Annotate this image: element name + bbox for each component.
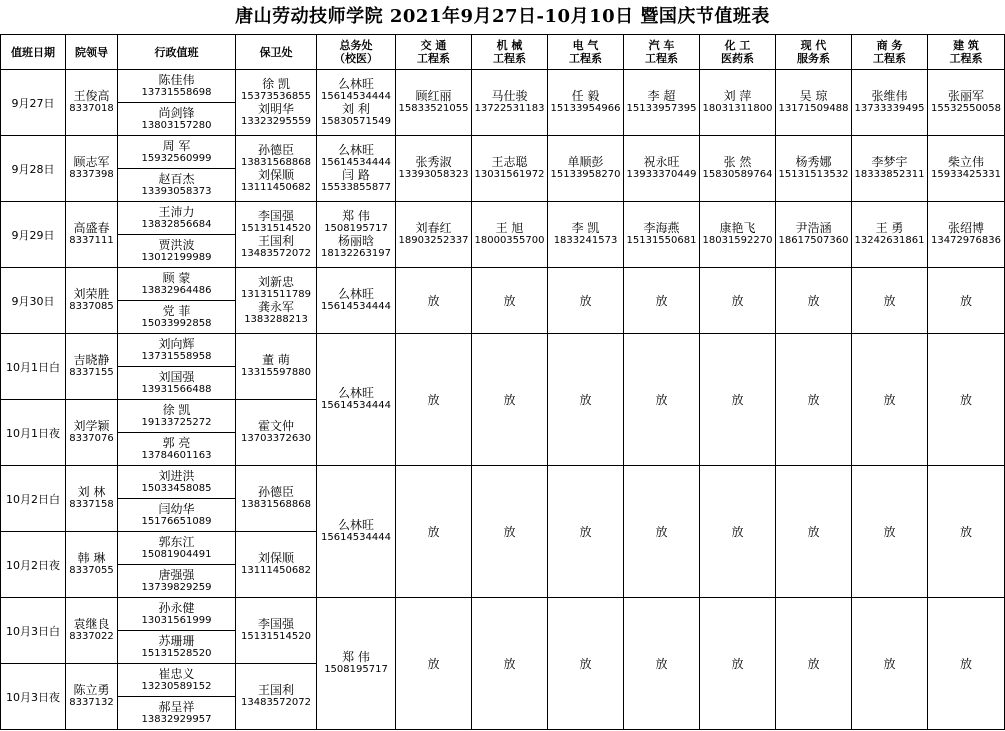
off-cell: 放 [472, 466, 548, 598]
off-cell: 放 [548, 598, 624, 730]
dept-cell [472, 136, 548, 202]
person-name: 马仕骏 [491, 89, 528, 103]
phone-number: 8337018 [69, 103, 114, 114]
security-cell [236, 202, 317, 268]
phone-number: 13931566488 [141, 383, 212, 395]
off-cell: 放 [700, 466, 776, 598]
off-cell: 放 [776, 598, 852, 730]
phone-number: 15033458085 [141, 482, 212, 494]
person-name: 柴立伟 [947, 155, 984, 169]
phone-number: 13111450682 [241, 565, 311, 576]
phone-number: 13483572072 [241, 247, 311, 259]
phone-number: 13731558958 [141, 350, 212, 362]
person-name: 徐 凯 [262, 76, 290, 91]
phone-number: 15081904491 [141, 548, 212, 560]
person-name: 陈立勇 [73, 683, 110, 697]
phone-number: 13230589152 [141, 680, 212, 692]
off-cell: 放 [928, 334, 1005, 466]
person-name: 杨秀娜 [795, 155, 832, 169]
phone-number: 13832856684 [141, 218, 212, 230]
person-name: 单顺彭 [567, 155, 604, 169]
header-admin: 行政值班 [118, 35, 236, 70]
phone-number: 15614534444 [321, 90, 391, 102]
off-cell: 放 [928, 598, 1005, 730]
phone-number: 1383288213 [244, 313, 308, 325]
person-name: 王 旭 [495, 221, 524, 235]
off-cell: 放 [776, 268, 852, 334]
phone-number: 18000355700 [474, 235, 545, 246]
off-cell: 放 [852, 268, 928, 334]
person-name: 刘学颖 [73, 419, 110, 433]
general-cell [317, 268, 396, 334]
off-cell: 放 [396, 466, 472, 598]
duty-row [1, 334, 1005, 367]
phone-number: 8337132 [69, 697, 114, 708]
person-name: 苏珊珊 [158, 633, 195, 648]
date-cell: 9月27日 [1, 70, 66, 136]
security-cell [236, 400, 317, 466]
dept-cell [624, 136, 700, 202]
phone-number: 13031561999 [141, 614, 212, 626]
dept-cell [700, 70, 776, 136]
header-dept: 汽 车 工程系 [624, 35, 700, 70]
header-dept: 交 通 工程系 [396, 35, 472, 70]
phone-number: 13831568868 [241, 499, 311, 510]
date-cell: 10月3日白 [1, 598, 66, 664]
phone-number: 13933370449 [626, 169, 697, 180]
duty-row [1, 202, 1005, 235]
off-cell: 放 [700, 334, 776, 466]
off-cell: 放 [852, 466, 928, 598]
person-name: 王俊高 [73, 89, 110, 103]
date-cell: 10月1日夜 [1, 400, 66, 466]
person-name: 闫幼华 [158, 501, 195, 516]
person-name: 吉晓静 [73, 353, 110, 367]
phone-number: 13012199989 [141, 251, 212, 263]
leader-cell [66, 334, 118, 400]
duty-row [1, 268, 1005, 301]
security-cell [236, 70, 317, 136]
admin-cell [118, 202, 236, 235]
date-cell: 10月3日夜 [1, 664, 66, 730]
off-cell: 放 [396, 268, 472, 334]
off-cell: 放 [852, 334, 928, 466]
phone-number: 13315597880 [241, 367, 311, 378]
dept-cell [928, 202, 1005, 268]
phone-number: 8337022 [69, 631, 114, 642]
general-cell [317, 136, 396, 202]
header-security: 保卫处 [236, 35, 317, 70]
person-name: 周 军 [162, 138, 191, 153]
phone-number: 15373536855 [241, 90, 311, 102]
off-cell: 放 [396, 334, 472, 466]
person-name: 刘明华 [257, 101, 294, 116]
security-cell [236, 664, 317, 730]
off-cell: 放 [472, 598, 548, 730]
header-date: 值班日期 [1, 35, 66, 70]
person-name: 刘保顺 [257, 167, 294, 182]
admin-cell [118, 697, 236, 730]
off-cell: 放 [548, 334, 624, 466]
phone-number: 13831568868 [241, 156, 311, 168]
dept-cell [776, 70, 852, 136]
person-name: 李国强 [257, 617, 294, 631]
phone-number: 8337055 [69, 565, 114, 576]
person-name: 李国强 [257, 208, 294, 223]
phone-number: 15614534444 [321, 301, 391, 312]
header-leader: 院领导 [66, 35, 118, 70]
phone-number: 13393058323 [398, 169, 469, 180]
phone-number: 13323295559 [241, 115, 311, 127]
dept-cell [852, 70, 928, 136]
phone-number: 15933425331 [931, 169, 1001, 180]
person-name: 刘国强 [158, 369, 195, 384]
phone-number: 8337111 [69, 235, 114, 246]
person-name: 崔忠义 [158, 666, 195, 681]
header-dept: 建 筑 工程系 [928, 35, 1005, 70]
phone-number: 15614534444 [321, 400, 391, 411]
person-name: 尚剑锋 [158, 105, 195, 120]
phone-number: 15533855877 [321, 181, 391, 193]
phone-number: 1833241573 [553, 235, 618, 246]
security-cell [236, 466, 317, 532]
person-name: 李梦宇 [871, 155, 908, 169]
date-cell: 9月29日 [1, 202, 66, 268]
off-cell: 放 [852, 598, 928, 730]
person-name: 刘荣胜 [73, 287, 110, 301]
admin-cell [118, 136, 236, 169]
person-name: 张秀淑 [415, 155, 452, 169]
person-name: 李海燕 [643, 221, 680, 235]
phone-number: 13111450682 [241, 181, 311, 193]
phone-number: 15131514520 [241, 631, 311, 642]
phone-number: 13703372630 [241, 433, 311, 444]
phone-number: 18031311800 [702, 103, 773, 114]
admin-cell [118, 598, 236, 631]
dept-cell [548, 202, 624, 268]
off-cell: 放 [472, 334, 548, 466]
phone-number: 15614534444 [321, 156, 391, 168]
duty-table-body [1, 70, 1005, 730]
phone-number: 15131513532 [778, 169, 849, 180]
dept-cell [852, 202, 928, 268]
phone-number: 18132263197 [321, 247, 391, 259]
phone-number: 13731558698 [141, 86, 212, 98]
person-name: 刘 利 [342, 101, 370, 116]
leader-cell [66, 598, 118, 664]
leader-cell [66, 70, 118, 136]
person-name: 孙德臣 [257, 485, 294, 499]
person-name: 郝呈祥 [158, 699, 195, 714]
person-name: 刘保顺 [257, 551, 294, 565]
page-title: 唐山劳动技师学院 2021年9月27日-10月10日 暨国庆节值班表 [235, 6, 770, 27]
admin-cell [118, 301, 236, 334]
leader-cell [66, 136, 118, 202]
person-name: 袁继良 [73, 617, 110, 631]
person-name: 陈佳伟 [158, 72, 195, 87]
phone-number: 15131528520 [141, 647, 212, 659]
phone-number: 18333852311 [854, 169, 925, 180]
admin-cell [118, 169, 236, 202]
phone-number: 15833521055 [398, 103, 469, 114]
dept-cell [624, 202, 700, 268]
off-cell: 放 [928, 268, 1005, 334]
person-name: 刘新忠 [257, 274, 294, 289]
phone-number: 13242631861 [854, 235, 925, 246]
header-dept: 商 务 工程系 [852, 35, 928, 70]
admin-cell [118, 235, 236, 268]
phone-number: 15131514520 [241, 222, 311, 234]
phone-number: 13832929957 [141, 713, 212, 725]
person-name: 李 超 [647, 89, 676, 103]
person-name: 刘 萍 [723, 89, 752, 103]
person-name: 徐 凯 [162, 402, 191, 417]
off-cell: 放 [700, 268, 776, 334]
date-cell: 9月28日 [1, 136, 66, 202]
phone-number: 13171509488 [778, 103, 849, 114]
leader-cell [66, 202, 118, 268]
phone-number: 13722531183 [474, 103, 545, 114]
person-name: 张绍博 [947, 221, 984, 235]
date-cell: 10月2日夜 [1, 532, 66, 598]
person-name: 么林旺 [337, 287, 374, 301]
phone-number: 15131550681 [626, 235, 697, 246]
dept-cell [548, 70, 624, 136]
phone-number: 13393058373 [141, 185, 212, 197]
dept-cell [472, 202, 548, 268]
duty-row [1, 466, 1005, 499]
off-cell: 放 [776, 466, 852, 598]
person-name: 刘进洪 [158, 468, 195, 483]
off-cell: 放 [624, 598, 700, 730]
security-cell [236, 532, 317, 598]
leader-cell [66, 400, 118, 466]
phone-number: 8337158 [69, 499, 114, 510]
general-cell [317, 70, 396, 136]
phone-number: 15133957395 [626, 103, 697, 114]
admin-cell [118, 400, 236, 433]
phone-number: 15133954966 [550, 103, 621, 114]
dept-cell [852, 136, 928, 202]
phone-number: 13483572072 [241, 697, 311, 708]
phone-number: 13472976836 [931, 235, 1001, 246]
security-cell [236, 598, 317, 664]
person-name: 闫 路 [342, 167, 370, 182]
date-cell: 9月30日 [1, 268, 66, 334]
person-name: 么林旺 [337, 76, 374, 91]
dept-cell [700, 202, 776, 268]
duty-row [1, 598, 1005, 631]
date-cell: 10月1日白 [1, 334, 66, 400]
person-name: 顾 蒙 [162, 270, 191, 285]
person-name: 王国利 [257, 683, 294, 697]
phone-number: 15932560999 [141, 152, 212, 164]
person-name: 王沛力 [158, 204, 195, 219]
phone-number: 18031592270 [702, 235, 773, 246]
person-name: 郑 伟 [342, 208, 370, 223]
person-name: 郑 伟 [342, 650, 370, 664]
person-name: 高盛春 [73, 221, 110, 235]
general-cell [317, 202, 396, 268]
off-cell: 放 [548, 268, 624, 334]
person-name: 么林旺 [337, 386, 374, 400]
header-dept: 机 械 工程系 [472, 35, 548, 70]
phone-number: 1508195717 [324, 664, 388, 675]
dept-cell [776, 202, 852, 268]
phone-number: 13784601163 [141, 449, 212, 461]
duty-row [1, 70, 1005, 103]
admin-cell [118, 631, 236, 664]
phone-number: 15176651089 [141, 515, 212, 527]
off-cell: 放 [472, 268, 548, 334]
phone-number: 8337398 [69, 169, 114, 180]
dept-cell [776, 136, 852, 202]
person-name: 任 毅 [571, 89, 600, 103]
person-name: 王国利 [257, 233, 294, 248]
leader-cell [66, 664, 118, 730]
person-name: 李 凯 [571, 221, 600, 235]
off-cell: 放 [928, 466, 1005, 598]
phone-number: 15133958270 [550, 169, 621, 180]
admin-cell [118, 334, 236, 367]
person-name: 杨丽晗 [337, 233, 374, 248]
admin-cell [118, 664, 236, 697]
leader-cell [66, 532, 118, 598]
leader-cell [66, 466, 118, 532]
off-cell: 放 [624, 268, 700, 334]
off-cell: 放 [624, 466, 700, 598]
person-name: 党 菲 [162, 303, 191, 318]
person-name: 董 萌 [262, 353, 290, 367]
off-cell: 放 [776, 334, 852, 466]
person-name: 霍文仲 [257, 419, 294, 433]
phone-number: 15532550058 [931, 103, 1001, 114]
phone-number: 15033992858 [141, 317, 212, 329]
admin-cell [118, 70, 236, 103]
person-name: 刘春红 [415, 221, 452, 235]
header-dept: 现 代 服务系 [776, 35, 852, 70]
person-name: 王 勇 [875, 221, 904, 235]
phone-number: 13739829259 [141, 581, 212, 593]
person-name: 韩 琳 [77, 551, 106, 565]
person-name: 顾红丽 [415, 89, 452, 103]
person-name: 刘向辉 [158, 336, 195, 351]
dept-cell [700, 136, 776, 202]
person-name: 么林旺 [337, 518, 374, 532]
person-name: 赵百杰 [158, 171, 195, 186]
admin-cell [118, 433, 236, 466]
dept-cell [396, 202, 472, 268]
phone-number: 13733339495 [854, 103, 925, 114]
phone-number: 18617507360 [778, 235, 849, 246]
person-name: 王志聪 [491, 155, 528, 169]
security-cell [236, 136, 317, 202]
admin-cell [118, 565, 236, 598]
person-name: 祝永旺 [643, 155, 680, 169]
general-cell [317, 466, 396, 598]
phone-number: 19133725272 [141, 416, 212, 428]
phone-number: 15614534444 [321, 532, 391, 543]
person-name: 孙永健 [158, 600, 195, 615]
phone-number: 15830589764 [702, 169, 773, 180]
general-cell [317, 598, 396, 730]
person-name: 张丽军 [947, 89, 984, 103]
phone-number: 15830571549 [321, 115, 391, 127]
off-cell: 放 [700, 598, 776, 730]
admin-cell [118, 103, 236, 136]
admin-cell [118, 532, 236, 565]
off-cell: 放 [548, 466, 624, 598]
person-name: 郭 亮 [162, 435, 191, 450]
date-cell: 10月2日白 [1, 466, 66, 532]
admin-cell [118, 268, 236, 301]
admin-cell [118, 499, 236, 532]
person-name: 么林旺 [337, 142, 374, 157]
person-name: 尹浩涵 [795, 221, 832, 235]
duty-table [0, 34, 1005, 730]
dept-cell [548, 136, 624, 202]
person-name: 龚永军 [257, 299, 294, 314]
phone-number: 8337155 [69, 367, 114, 378]
phone-number: 8337076 [69, 433, 114, 444]
admin-cell [118, 466, 236, 499]
person-name: 康艳飞 [719, 221, 756, 235]
header-dept: 电 气 工程系 [548, 35, 624, 70]
person-name: 刘 林 [77, 485, 106, 499]
person-name: 张维伟 [871, 89, 908, 103]
phone-number: 8337085 [69, 301, 114, 312]
general-cell [317, 334, 396, 466]
phone-number: 13031561972 [474, 169, 545, 180]
phone-number: 13832964486 [141, 284, 212, 296]
person-name: 吴 琼 [799, 89, 828, 103]
person-name: 郭东江 [158, 534, 195, 549]
phone-number: 1508195717 [324, 222, 388, 234]
dept-cell [624, 70, 700, 136]
off-cell: 放 [396, 598, 472, 730]
dept-cell [396, 136, 472, 202]
dept-cell [472, 70, 548, 136]
person-name: 贾洪波 [158, 237, 195, 252]
dept-cell [928, 70, 1005, 136]
person-name: 唐强强 [158, 567, 195, 582]
off-cell: 放 [624, 334, 700, 466]
duty-row [1, 136, 1005, 169]
admin-cell [118, 367, 236, 400]
person-name: 张 然 [723, 155, 752, 169]
header-general: 总务处 （校医） [317, 35, 396, 70]
header-row [1, 35, 1005, 70]
security-cell [236, 268, 317, 334]
person-name: 顾志军 [73, 155, 110, 169]
header-dept: 化 工 医药系 [700, 35, 776, 70]
phone-number: 18903252337 [398, 235, 469, 246]
leader-cell [66, 268, 118, 334]
dept-cell [396, 70, 472, 136]
security-cell [236, 334, 317, 400]
phone-number: 13131511789 [241, 288, 311, 300]
phone-number: 13803157280 [141, 119, 212, 131]
person-name: 孙德臣 [257, 142, 294, 157]
dept-cell [928, 136, 1005, 202]
